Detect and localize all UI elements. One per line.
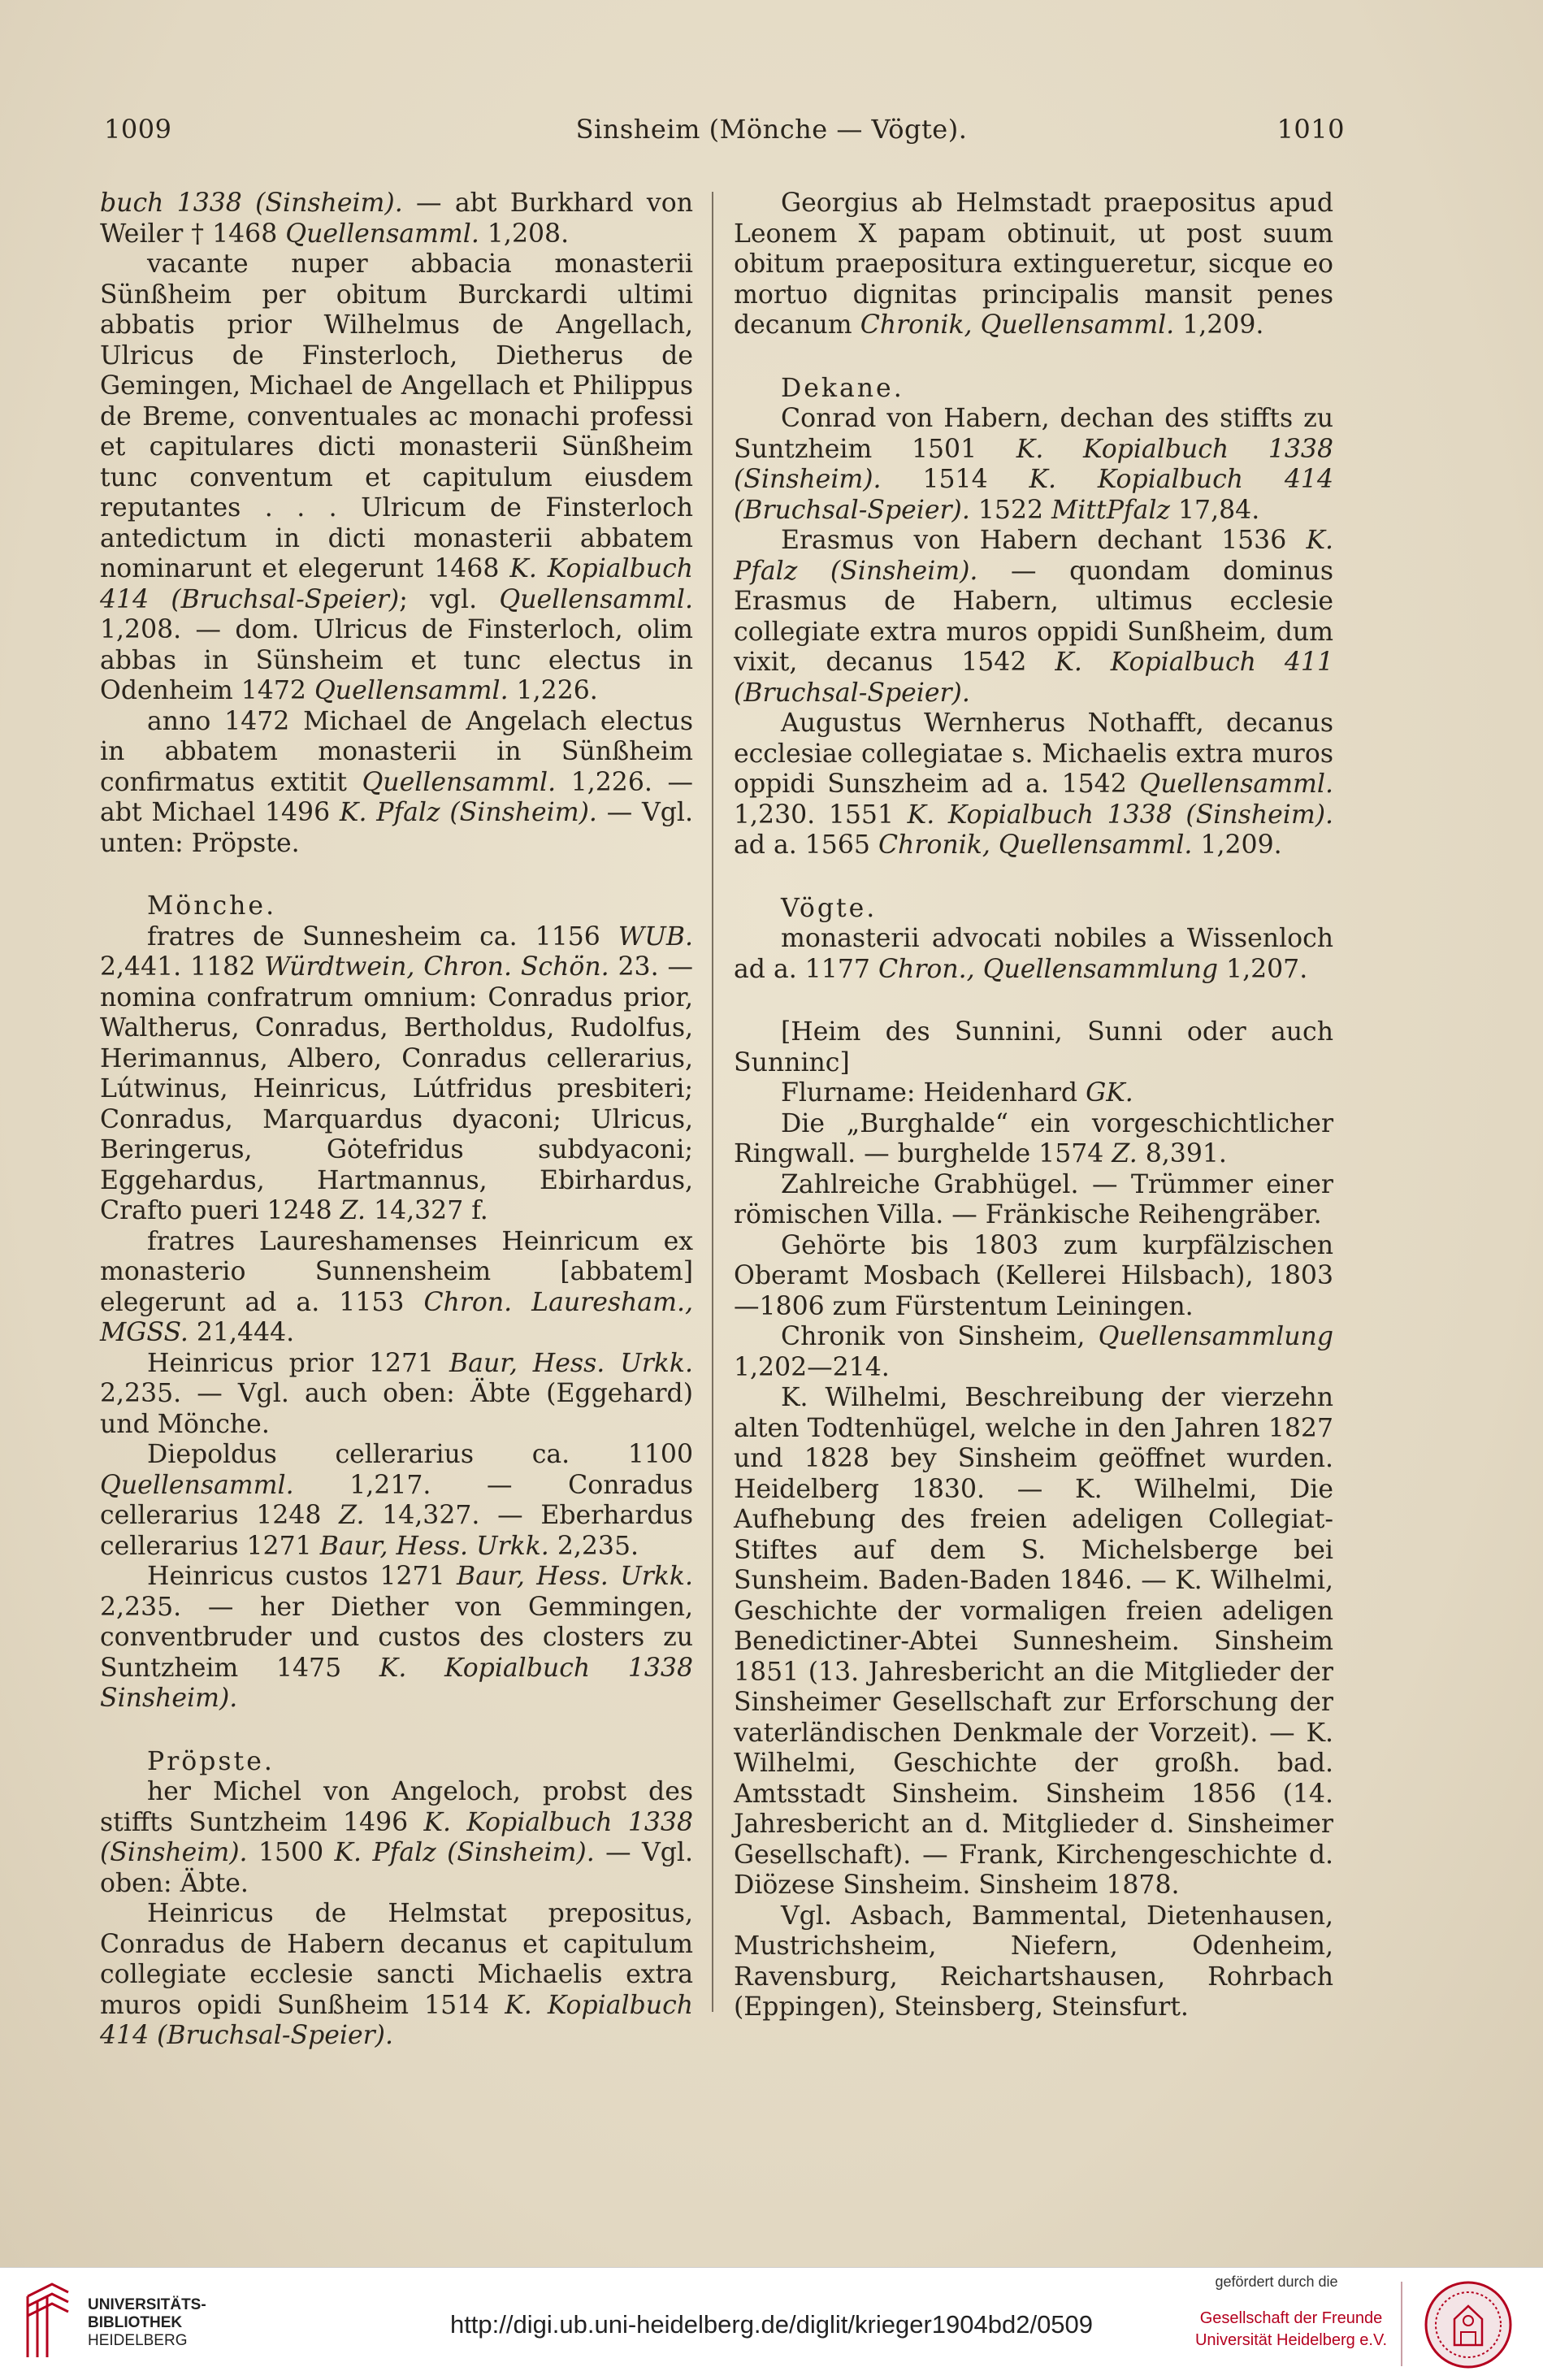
text-paragraph: Augustus Wernherus Nothafft, decanus ecclesiae collegiatae s. Michaelis extra muros oppidi Sunszheim ad a. 1542 Quellensamml. 1,230. 1551 K. Kopialbuch 1338 (Sinsheim). ad a. 1565 Chronik, Quellensamml. 1,209. xyxy=(734,709,1333,860)
column-divider xyxy=(712,192,713,2012)
text-paragraph: Heinricus custos 1271 Baur, Hess. Urkk. 2,235. — her Diether von Gemmingen, conventbruder und custos des closters zu Suntzheim 1475 K. Kopialbuch 1338 Sinsheim). xyxy=(100,1562,693,1713)
text-paragraph: Flurname: Heidenhard GK. xyxy=(781,1078,1133,1108)
text-paragraph: fratres de Sunnesheim ca. 1156 WUB. 2,441. 1182 Würdtwein, Chron. Schön. 23. — nomina confratrum omnium: Conradus prior, Waltherus, Conradus, Bertholdus, Rudolfus, Herimannus, Albero, Conradus cellerarius, Lútwinus, Heinricus, Lútfridus presbiteri; Conradus, Marquardus dyaconi; Ulricus, Beringerus, Gȯtefridus subdyaconi; Eggehardus, Hartmannus, Ebirhardus, Crafto pueri 1248 Z. 14,327 f. xyxy=(100,921,693,1225)
text-paragraph: her Michel von Angeloch, probst des stiffts Suntzheim 1496 K. Kopialbuch 1338 (Sinsheim). 1500 K. Pfalz (Sinsheim). — Vgl. oben: Äbte. xyxy=(100,1777,693,1898)
sponsor-name[interactable] xyxy=(1191,2308,1391,2352)
column-number-right: 1010 xyxy=(1276,114,1345,145)
university-seal-icon xyxy=(1424,2280,1513,2369)
text-paragraph: Heinricus de Helmstat prepositus, Conradus de Habern decanus et capitulum collegiate ecclesie sancti Michaelis extra muros opidi Sunßheim 1514 K. Kopialbuch 414 (Bruchsal-Speier). xyxy=(100,1899,693,2050)
library-name-line: BIBLIOTHEK xyxy=(88,2314,183,2331)
text-paragraph: Chronik von Sinsheim, Quellensammlung 1,202—214. xyxy=(734,1322,1333,1382)
text-paragraph: K. Wilhelmi, Beschreibung der vierzehn alten Todtenhügel, welche in den Jahren 1827 und 1828 bey Sinsheim geöffnet wurden. Heidelberg 1830. — K. Wilhelmi, Die Aufhebung des freien adeligen Collegiat-Stiftes auf dem S. Michelsberge bei Sunsheim. Baden-Baden 1846. — K. Wilhelmi, Geschichte der vormaligen freien adeligen Benedictiner-Abtei Sunnesheim. Sinsheim 1851 (13. Jahresbericht an die Mitglieder der Sinsheimer Gesellschaft zur Erforschung der vaterländischen Denkmale der Vorzeit). — K. Wilhelmi, Geschichte der großh. bad. Amtsstadt Sinsheim. Sinsheim 1856 (14. Jahresbericht an d. Mitglieder d. Sinsheimer Gesellschaft). — Frank, Kirchengeschichte d. Diözese Sinsheim. Sinsheim 1878. xyxy=(734,1383,1333,1900)
text-paragraph: Die „Burghalde“ ein vorgeschichtlicher Ringwall. — burghelde 1574 Z. 8,391. xyxy=(734,1108,1333,1168)
text-paragraph: Conrad von Habern, dechan des stiffts zu Suntzheim 1501 K. Kopialbuch 1338 (Sinsheim). 1514 K. Kopialbuch 414 (Bruchsal-Speier). 1522 MittPfalz 17,84. xyxy=(734,404,1333,525)
running-head-title: Sinsheim (Mönche — Vögte). xyxy=(575,114,968,145)
sponsor-line: Universität Heidelberg e.V. xyxy=(1194,2331,1388,2349)
section-heading: Mönche. xyxy=(147,891,277,921)
text-paragraph: buch 1338 (Sinsheim). — abt Burkhard von Weiler † 1468 Quellensamml. 1,208. xyxy=(100,189,693,249)
text-paragraph: vacante nuper abbacia monasterii Sünßheim per obitum Burckardi ultimi abbatis prior Wilhelmus de Angellach, Ulricus de Finsterloch, Dietherus de Gemingen, Michael de Angellach et Philippus de Breme, conventuales ac monachi professi et capitulares dicti monasterii Sünßheim tunc conventum et capitulum eiusdem reputantes . . . Ulricum de Finsterloch antedictum in dicti monasterii abbatem nominarunt et elegerunt 1468 K. Kopialbuch 414 (Bruchsal-Speier); vgl. Quellensamml. 1,208. — dom. Ulricus de Finsterloch, olim abbas in Sünsheim et tunc electus in Odenheim 1472 Quellensamml. 1,226. xyxy=(100,249,694,705)
permalink-url[interactable]: http://digi.ub.uni-heidelberg.de/diglit/krieger1904bd2/0509 xyxy=(449,2310,1094,2339)
library-name-line: UNIVERSITÄTS- xyxy=(88,2296,206,2313)
section-heading: Vögte. xyxy=(781,893,878,923)
text-paragraph: monasterii advocati nobiles a Wissenloch ad a. 1177 Chron., Quellensammlung 1,207. xyxy=(734,924,1333,984)
text-paragraph: Diepoldus cellerarius ca. 1100 Quellensamml. 1,217. — Conradus cellerarius 1248 Z. 14,327. — Eberhardus cellerarius 1271 Baur, Hess. Urkk. 2,235. xyxy=(100,1440,693,1561)
text-paragraph: Georgius ab Helmstadt praepositus apud Leonem X papam obtinuit, ut post suum obitum praepositura extingueretur, sicque eo mortuo dignitas principalis mansit penes decanum Chronik, Quellensamml. 1,209. xyxy=(734,189,1333,340)
text-paragraph: [Heim des Sunnini, Sunni oder auch Sunninc] xyxy=(734,1017,1333,1077)
text-paragraph: fratres Laureshamenses Heinricum ex monasterio Sunnensheim [abbatem] elegerunt ad a. 1153 Chron. Lauresham., MGSS. 21,444. xyxy=(100,1226,693,1347)
column-number-left: 1009 xyxy=(104,114,172,145)
text-paragraph: Vgl. Asbach, Bammental, Dietenhausen, Mustrichsheim, Niefern, Odenheim, Ravensburg, Reichartshausen, Rohrbach (Eppingen), Steinsberg, Steinsfurt. xyxy=(734,1901,1333,2022)
library-name-line: HEIDELBERG xyxy=(88,2332,188,2349)
section-heading: Dekane. xyxy=(781,373,904,403)
text-paragraph: Erasmus von Habern dechant 1536 K. Pfalz (Sinsheim). — quondam dominus Erasmus de Habern, ultimus ecclesie collegiate extra muros oppidi Sunßheim, dum vixit, decanus 1542 K. Kopialbuch 411 (Bruchsal-Speier). xyxy=(734,526,1333,708)
text-paragraph: anno 1472 Michael de Angelach electus in abbatem monasterii in Sünßheim confirmatus extitit Quellensamml. 1,226. — abt Michael 1496 K. Pfalz (Sinsheim). — Vgl. unten: Pröpste. xyxy=(100,706,694,858)
text-paragraph: Heinricus prior 1271 Baur, Hess. Urkk. 2,235. — Vgl. auch oben: Äbte (Eggehard) und Mönche. xyxy=(100,1348,693,1439)
text-paragraph: Zahlreiche Grabhügel. — Trümmer einer römischen Villa. — Fränkische Reihengräber. xyxy=(734,1169,1333,1229)
text-paragraph: Gehörte bis 1803 zum kurpfälzischen Oberamt Mosbach (Kellerei Hilsbach), 1803 —1806 zum Fürstentum Leiningen. xyxy=(734,1230,1333,1321)
funded-by-label: gefördert durch die xyxy=(1215,2274,1338,2290)
text-column-right xyxy=(734,189,1333,2023)
text-column-left xyxy=(100,189,693,2052)
section-heading: Pröpste. xyxy=(147,1746,275,1776)
footer-divider xyxy=(1401,2282,1402,2366)
sponsor-line: Gesellschaft der Freunde xyxy=(1199,2309,1383,2327)
